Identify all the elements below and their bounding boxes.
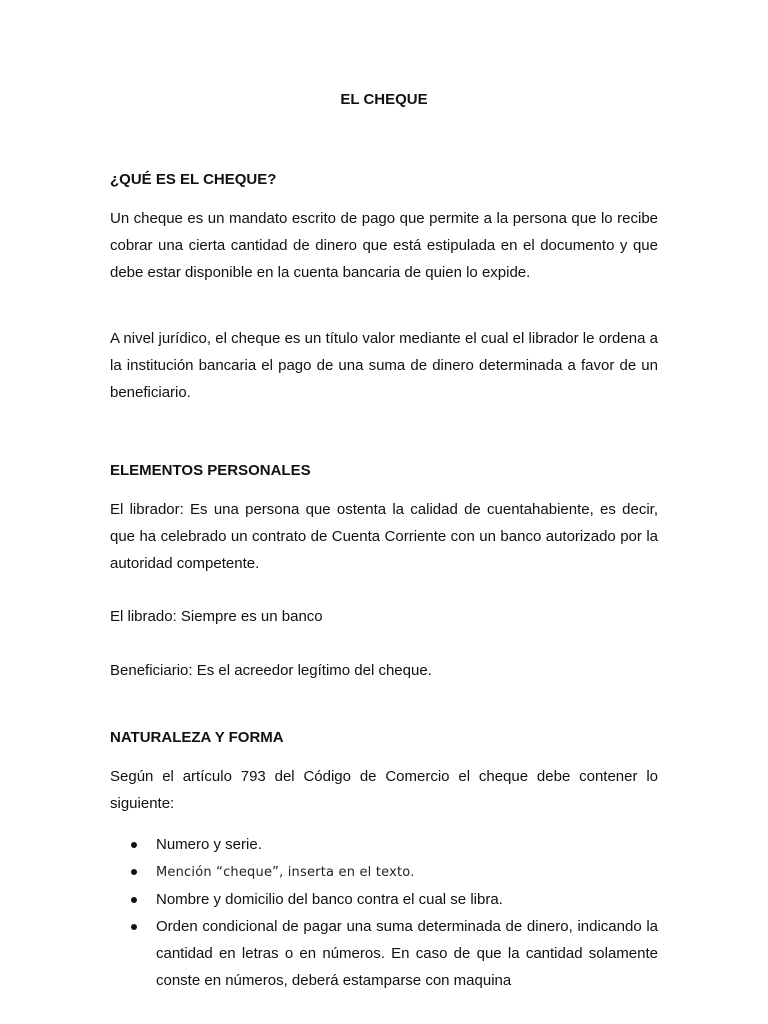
bullet-icon [131, 869, 137, 875]
paragraph-articulo-793: Según el artículo 793 del Código de Comercio el cheque debe contener lo siguiente: [110, 768, 658, 812]
document-title: EL CHEQUE [340, 91, 428, 108]
paragraph-definition: Un cheque es un mandato escrito de pago que permite a la persona que lo recibe cobrar una cierta cantidad de dinero que está estipulada en el documento y que debe estar disponible en la cuenta bancaria de quien lo expide. [110, 210, 658, 281]
list-item [110, 831, 658, 858]
list-item-text: Nombre y domicilio del banco contra el cual se libra. [156, 891, 503, 908]
bullet-icon [131, 924, 137, 930]
paragraph-legal-definition: A nivel jurídico, el cheque es un título valor mediante el cual el librador le ordena a la institución bancaria el pago de una suma de dinero determinada a favor de un beneficiario. [110, 330, 658, 401]
bullet-icon [131, 897, 137, 903]
paragraph-librado: El librado: Siempre es un banco [110, 608, 323, 625]
list-item [110, 913, 658, 994]
list-item-text: Mención “cheque”, inserta en el texto. [156, 865, 415, 880]
list-item [110, 886, 658, 913]
list-item-text: Orden condicional de pagar una suma determinada de dinero, indicando la cantidad en letras o en números. En caso de que la cantidad solamente conste en números, deberá estamparse con maquina [156, 918, 658, 989]
list-item [110, 858, 658, 886]
paragraph-beneficiario: Beneficiario: Es el acreedor legítimo del cheque. [110, 662, 432, 679]
section-heading-elementos: ELEMENTOS PERSONALES [110, 462, 311, 479]
paragraph-librador: El librador: Es una persona que ostenta la calidad de cuentahabiente, es decir, que ha celebrado un contrato de Cuenta Corriente con un banco autorizado por la autoridad competente. [110, 501, 658, 572]
section-heading-naturaleza: NATURALEZA Y FORMA [110, 729, 284, 746]
list-item-text: Numero y serie. [156, 836, 262, 853]
requirements-list [110, 831, 658, 994]
bullet-icon [131, 842, 137, 848]
section-heading-que-es: ¿QUÉ ES EL CHEQUE? [110, 171, 277, 188]
